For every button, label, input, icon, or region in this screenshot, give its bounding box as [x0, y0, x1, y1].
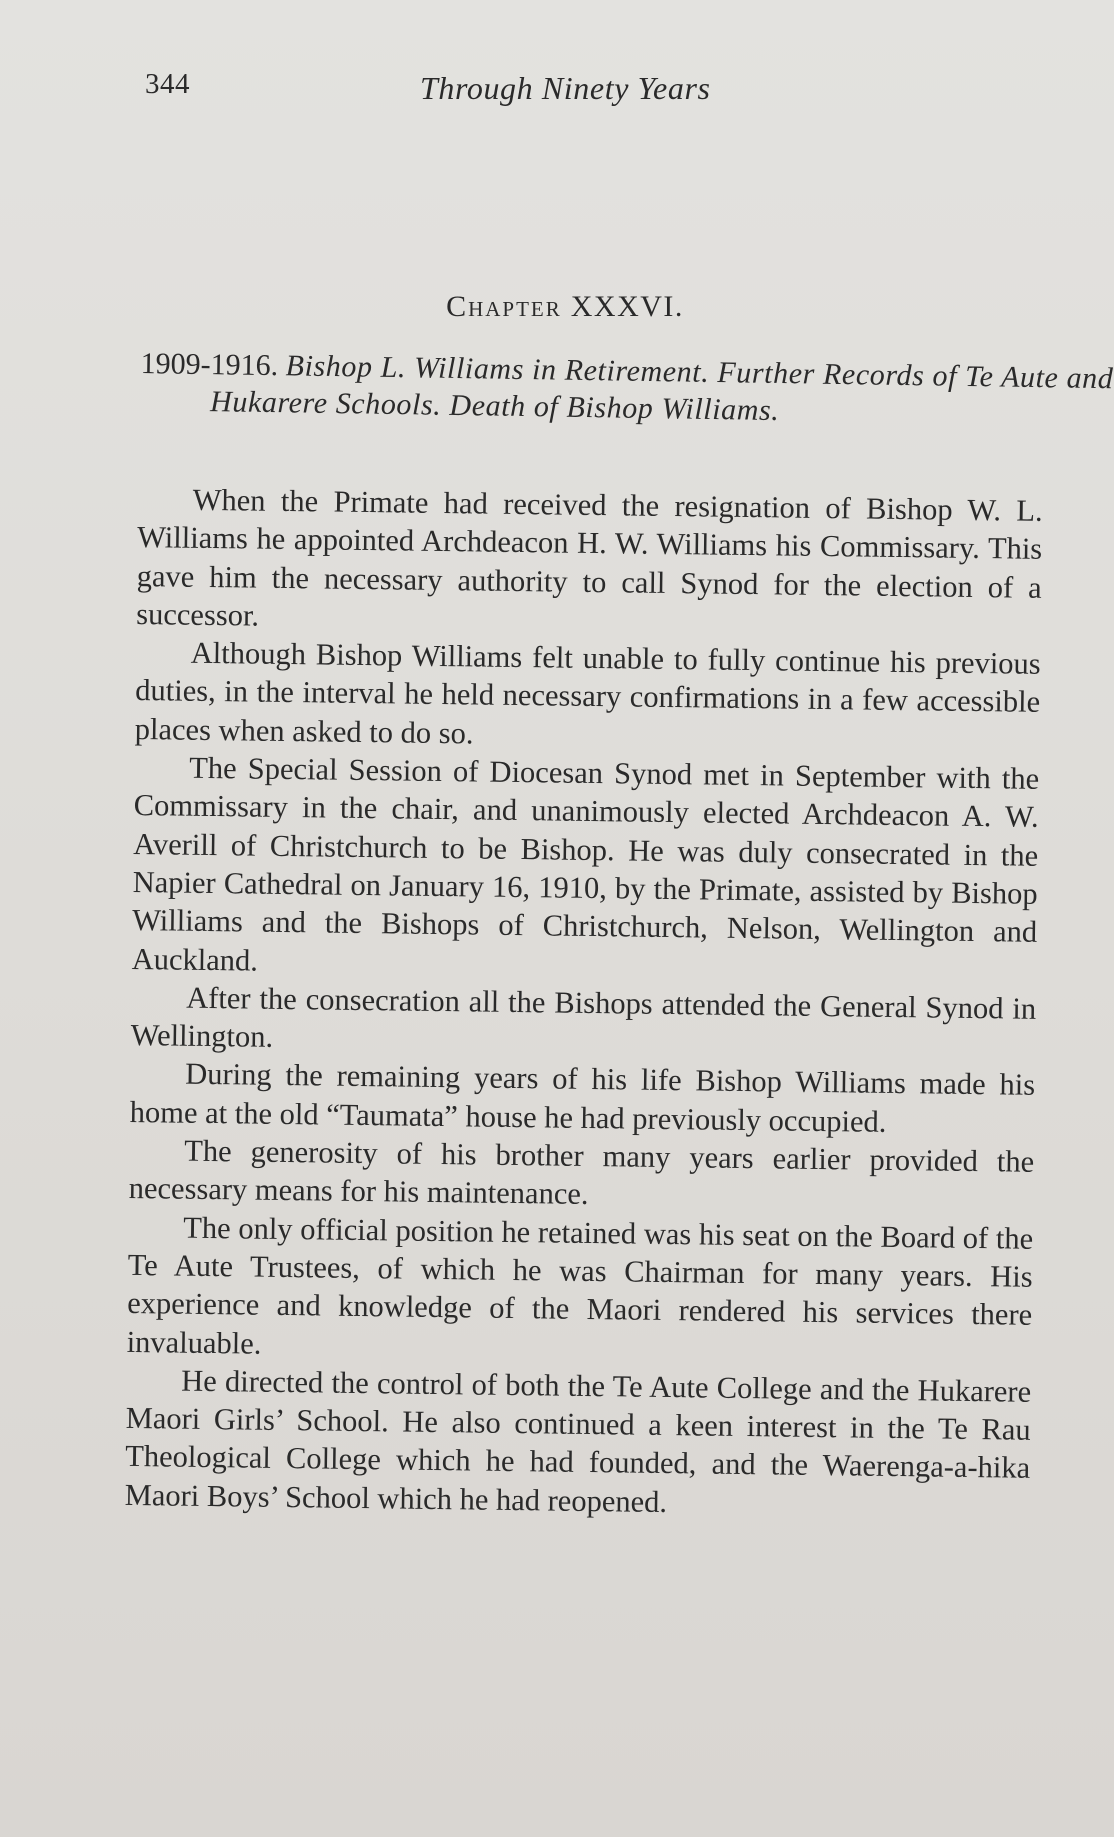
paragraph: After the consecration all the Bishops attended the General Synod in Wellington. [130, 980, 1037, 1054]
chapter-number: XXXVI. [570, 290, 684, 323]
synopsis-dates: 1909-1916. [140, 346, 279, 383]
paragraph: The generosity of his brother many years earlier provided the necessary means for his maintenance. [128, 1133, 1035, 1212]
paragraph: When the Primate had received the resignation of Bishop W. L. Williams he appointed Archdeacon H. W. Williams his Commissary. This gave him the necessary authority to call Synod for the election of a successor. [136, 482, 1043, 633]
paragraph: He directed the control of both the Te Aute College and the Hukarere Maori Girls’ School. He also continued a keen interest in the Te Rau Theological College which he had founded, and the Waerenga-a-hika Maori Boys’ School which he had reopened. [124, 1363, 1032, 1519]
paragraph: Although Bishop Williams felt unable to fully continue his previous duties, in the interval he held necessary confirmations in a few accessible places when asked to do so. [134, 635, 1041, 751]
page-number: 344 [145, 68, 190, 100]
body-text [124, 480, 1042, 1526]
chapter-heading [0, 290, 1114, 324]
running-head [145, 62, 785, 112]
chapter-label: Chapter [446, 290, 562, 323]
paragraph: During the remaining years of his life Bishop Williams made his home at the old “Taumata” house he had previously occupied. [129, 1057, 1036, 1139]
synopsis-topics: Bishop L. Williams in Retirement. Further Records of Te Aute and Hukarere Schools. Death of Bishop Williams. [209, 349, 1114, 428]
paragraph: The Special Session of Diocesan Synod met in September with the Commissary in the chair, and unanimously elected Archdeacon A. W. Averill of Christchurch to be Bishop. He was duly consecrated in the Napier Cathedral on January 16, 1910, by the Primate, assisted by Bishop Williams and the Bishops of Christchurch, Nelson, Wellington and Auckland. [131, 750, 1040, 978]
chapter-synopsis [140, 345, 1114, 434]
running-title: Through Ninety Years [420, 70, 711, 106]
paragraph: The only official position he retained was his seat on the Board of the Te Aute Trustees, of which he was Chairman for many years. His experience and knowledge of the Maori rendered his services there invaluable. [126, 1210, 1034, 1361]
